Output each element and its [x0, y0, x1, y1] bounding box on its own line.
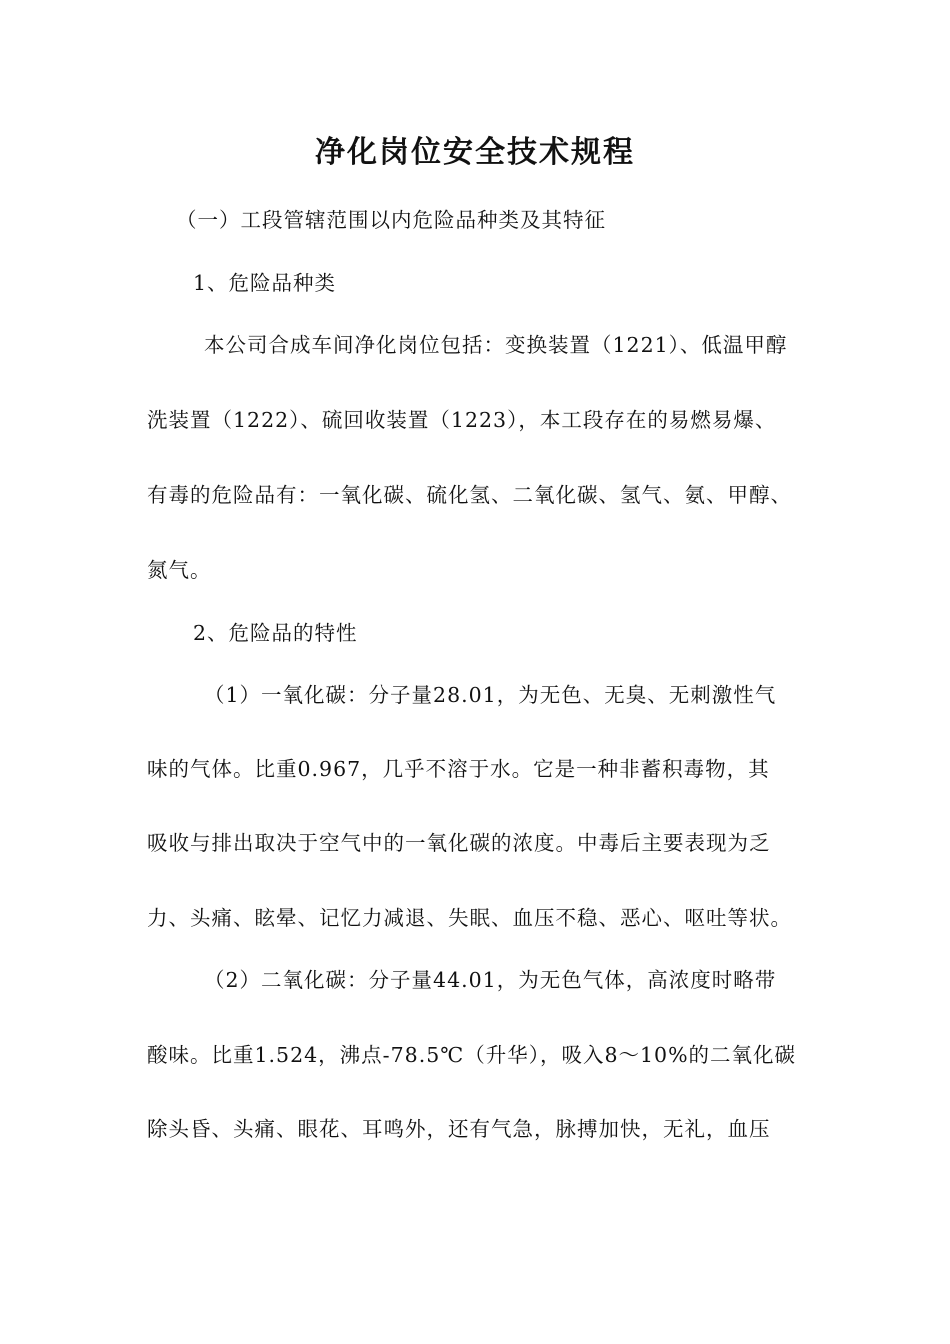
paragraph-line: 洗装置（1222）、硫回收装置（1223），本工段存在的易燃易爆、: [147, 408, 777, 432]
document-title: 净化岗位安全技术规程: [315, 135, 635, 170]
paragraph-line: 酸味。比重1.524，沸点-78.5℃（升华），吸入8～10%的二氧化碳: [147, 1043, 797, 1067]
section-heading: （一）工段管辖范围以内危险品种类及其特征: [176, 208, 606, 232]
paragraph-line: 味的气体。比重0.967，几乎不溶于水。它是一种非蓄积毒物，其: [147, 757, 770, 781]
paragraph-line: 力、头痛、眩晕、记忆力减退、失眠、血压不稳、恶心、呕吐等状。: [147, 906, 792, 930]
paragraph-line: 有毒的危险品有：一氧化碳、硫化氢、二氧化碳、氢气、氨、甲醇、: [147, 483, 792, 507]
subsection-heading-hazard-types: 1、危险品种类: [193, 271, 337, 295]
paragraph-line: 本公司合成车间净化岗位包括：变换装置（1221）、低温甲醇: [204, 333, 788, 357]
paragraph-line: 除头昏、头痛、眼花、耳鸣外，还有气急，脉搏加快，无礼，血压: [147, 1117, 771, 1141]
subsection-heading-hazard-properties: 2、危险品的特性: [193, 621, 358, 645]
paragraph-line: 吸收与排出取决于空气中的一氧化碳的浓度。中毒后主要表现为乏: [147, 831, 771, 855]
paragraph-line: （2）二氧化碳：分子量44.01，为无色气体，高浓度时略带: [204, 968, 777, 992]
paragraph-line: （1）一氧化碳：分子量28.01，为无色、无臭、无刺激性气: [204, 683, 777, 707]
paragraph-line: 氮气。: [147, 558, 212, 582]
